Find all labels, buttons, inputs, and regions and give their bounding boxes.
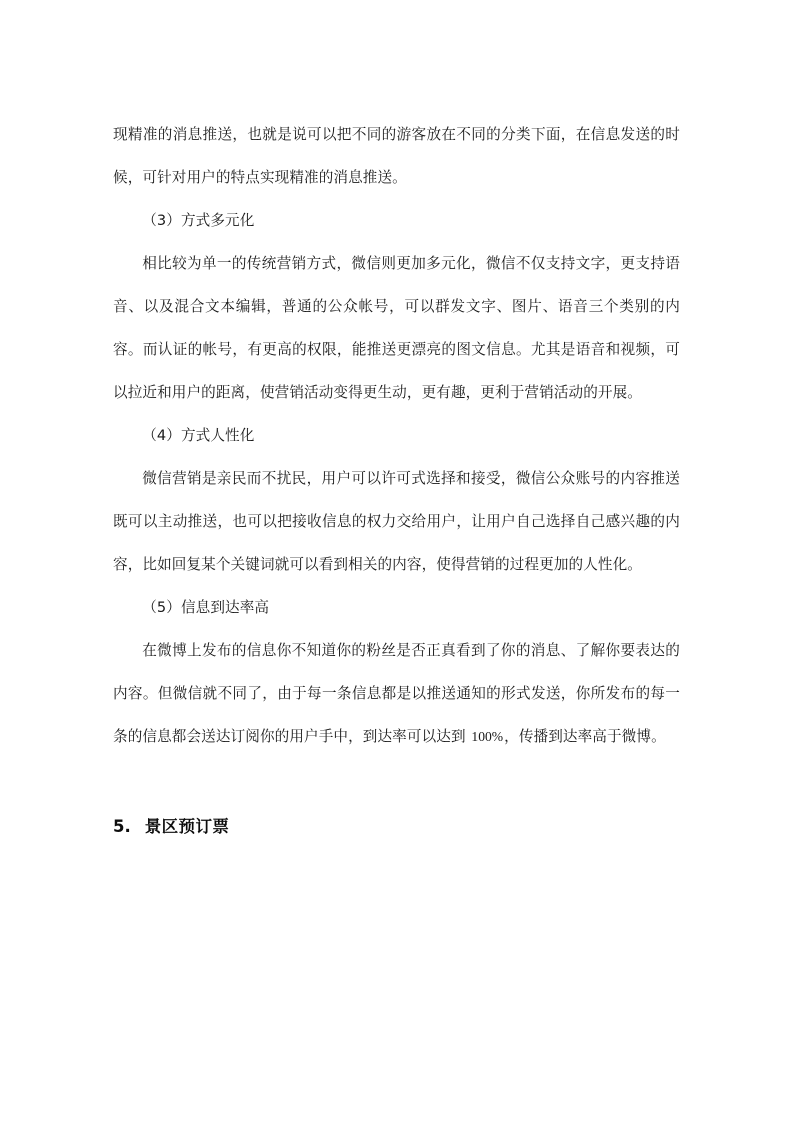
section-heading-title: 景区预订票 (144, 817, 230, 836)
section-heading-number: 5. (113, 817, 131, 836)
subheading-5: （5）信息到达率高 (142, 599, 270, 616)
paragraph-4: 微信营销是亲民而不扰民，用户可以许可式选择和接受，微信公众账号的内容推送既可以主动推送，也可以把接收信息的权力交给用户，让用户自己选择自己感兴趣的内容，比如回复某个关键词就可以看到相关的内容，使得营销的过程更加的人性化。 (113, 470, 680, 573)
subheading-3: （3）方式多元化 (142, 212, 255, 229)
delivery-rate-value: 100% (471, 729, 504, 744)
paragraph-5 (113, 629, 680, 758)
continuation-paragraph: 现精准的消息推送，也就是说可以把不同的游客放在不同的分类下面，在信息发送的时候，可针对用户的特点实现精准的消息推送。 (113, 126, 680, 186)
heading-spacer (113, 758, 680, 805)
paragraph-5-text-after-rate: ，传播到达率高于微博。 (504, 728, 666, 745)
paragraph-3: 相比较为单一的传统营销方式，微信则更加多元化，微信不仅支持文字，更支持语音、以及混合文本编辑，普通的公众帐号，可以群发文字、图片、语音三个类别的内容。而认证的帐号，有更高的权限，能推送更漂亮的图文信息。尤其是语音和视频，可以拉近和用户的距离，使营销活动变得更生动，更有趣，更利于营销活动的开展。 (113, 255, 680, 401)
paragraph-5-text-before-rate: 在微博上发布的信息你不知道你的粉丝是否正真看到了你的消息、了解你要表达的内容。但微信就不同了，由于每一条信息都是以推送通知的形式发送，你所发布的每一条的信息都会送达订阅你的用户手中，到达率可以达到 (113, 642, 680, 745)
subheading-4: （4）方式人性化 (142, 427, 255, 444)
document-text-column (113, 113, 680, 848)
section-heading-5 (113, 805, 680, 848)
